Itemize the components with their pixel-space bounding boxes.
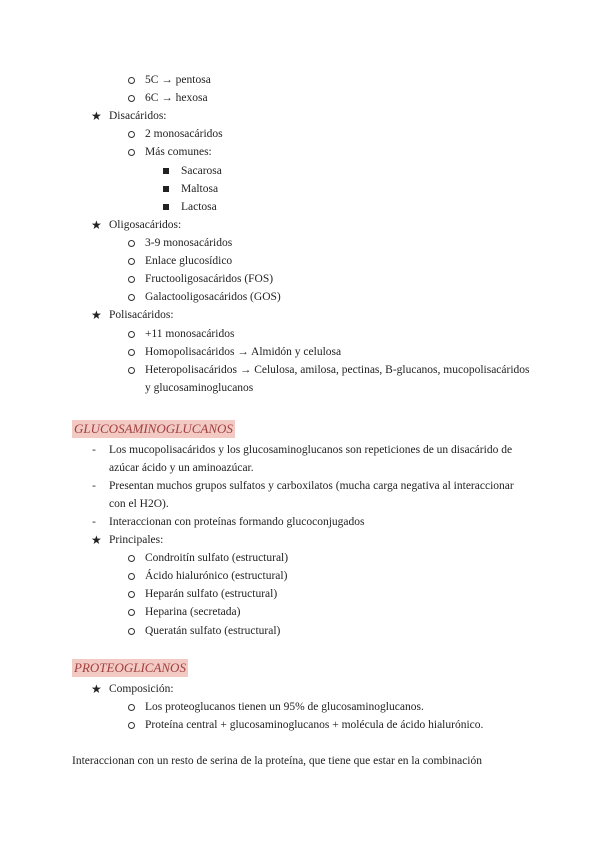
section-heading-proteoglicanos: PROTEOGLICANOS — [74, 660, 186, 675]
list-item: Queratán sulfato (estructural) — [145, 625, 281, 637]
list-item: Composición: — [109, 683, 174, 695]
circle-bullet-icon — [128, 573, 135, 580]
star-bullet-icon: ★ — [91, 308, 102, 322]
list-item: Heteropolisacáridos → Celulosa, amilosa, pectinas, B-glucanos, mucopolisacáridos — [145, 364, 530, 376]
circle-bullet-icon — [128, 95, 135, 102]
list-item: Condroitín sulfato (estructural) — [145, 552, 289, 564]
square-bullet-icon — [163, 204, 169, 210]
list-item: Disacáridos: — [109, 110, 167, 122]
list-item: Enlace glucosídico — [145, 255, 233, 267]
circle-bullet-icon — [128, 367, 135, 374]
circle-bullet-icon — [128, 276, 135, 283]
paragraph: Interaccionan con un resto de serina de la proteína, que tiene que estar en la combinación — [72, 755, 482, 767]
star-bullet-icon: ★ — [91, 682, 102, 696]
list-item: Polisacáridos: — [109, 309, 174, 321]
star-bullet-icon: ★ — [91, 218, 102, 232]
circle-bullet-icon — [128, 349, 135, 356]
list-item: Homopolisacáridos → Almidón y celulosa — [145, 346, 342, 358]
list-item: Galactooligosacáridos (GOS) — [145, 291, 281, 303]
circle-bullet-icon — [128, 258, 135, 265]
list-item: Principales: — [109, 534, 164, 546]
list-item: 6C → hexosa — [145, 92, 208, 104]
list-item: Interaccionan con proteínas formando glucoconjugados — [109, 516, 365, 528]
list-item-continuation: azúcar ácido y un aminoazúcar. — [109, 462, 254, 474]
circle-bullet-icon — [128, 149, 135, 156]
list-item: Lactosa — [181, 201, 217, 213]
list-item: Más comunes: — [145, 146, 212, 158]
list-item: Los mucopolisacáridos y los glucosaminoglucanos son repeticiones de un disacárido de — [109, 444, 513, 456]
list-item: 5C → pentosa — [145, 74, 211, 86]
list-item: Sacarosa — [181, 165, 222, 177]
list-item: Heparán sulfato (estructural) — [145, 588, 278, 600]
dash-bullet-icon: - — [92, 515, 96, 528]
dash-bullet-icon: - — [92, 479, 96, 492]
list-item: Los proteoglucanos tienen un 95% de glucosaminoglucanos. — [145, 701, 424, 713]
circle-bullet-icon — [128, 240, 135, 247]
list-item: Presentan muchos grupos sulfatos y carboxilatos (mucha carga negativa al interaccionar — [109, 480, 514, 492]
circle-bullet-icon — [128, 555, 135, 562]
circle-bullet-icon — [128, 704, 135, 711]
circle-bullet-icon — [128, 628, 135, 635]
list-item: 3-9 monosacáridos — [145, 237, 233, 249]
list-item: Fructooligosacáridos (FOS) — [145, 273, 274, 285]
circle-bullet-icon — [128, 131, 135, 138]
circle-bullet-icon — [128, 294, 135, 301]
section-heading-glucosaminoglucanos: GLUCOSAMINOGLUCANOS — [74, 421, 233, 436]
dash-bullet-icon: - — [92, 443, 96, 456]
list-item: Proteína central + glucosaminoglucanos + molécula de ácido hialurónico. — [145, 719, 484, 731]
list-item: Oligosacáridos: — [109, 219, 182, 231]
list-item: 2 monosacáridos — [145, 128, 223, 140]
list-item: Ácido hialurónico (estructural) — [145, 570, 288, 582]
list-item: +11 monosacáridos — [145, 328, 235, 340]
square-bullet-icon — [163, 186, 169, 192]
star-bullet-icon: ★ — [91, 109, 102, 123]
list-item-continuation: y glucosaminoglucanos — [145, 382, 254, 394]
circle-bullet-icon — [128, 77, 135, 84]
list-item-continuation: con el H2O). — [109, 498, 169, 510]
circle-bullet-icon — [128, 331, 135, 338]
list-item: Heparina (secretada) — [145, 606, 241, 618]
circle-bullet-icon — [128, 722, 135, 729]
square-bullet-icon — [163, 168, 169, 174]
star-bullet-icon: ★ — [91, 533, 102, 547]
circle-bullet-icon — [128, 609, 135, 616]
circle-bullet-icon — [128, 591, 135, 598]
list-item: Maltosa — [181, 183, 219, 195]
